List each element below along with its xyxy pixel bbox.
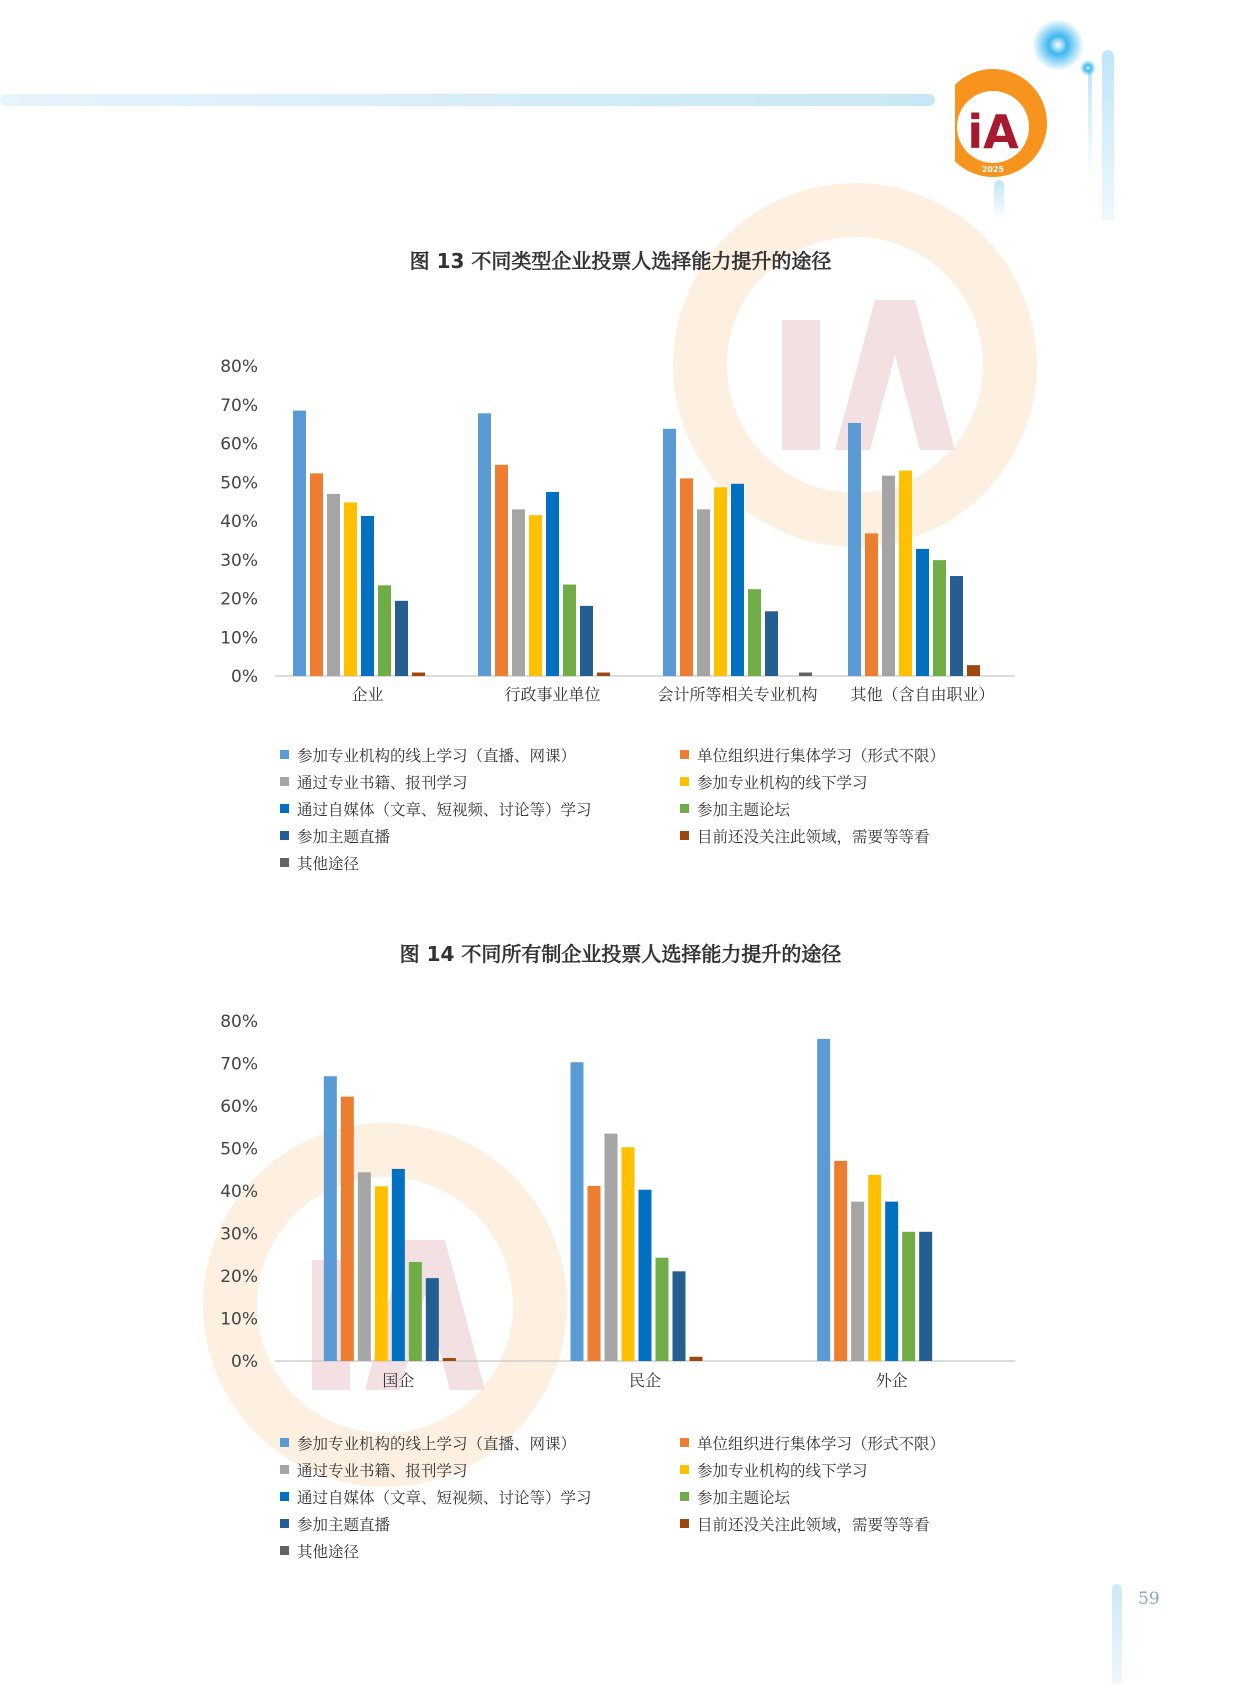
legend-label: 通过专业书籍、报刊学习 xyxy=(297,773,468,792)
legend-item xyxy=(680,1460,1040,1479)
bar xyxy=(673,1271,686,1361)
legend-item xyxy=(280,1514,680,1533)
chart-13-title: 图 13 不同类型企业投票人选择能力提升的途径 xyxy=(409,249,832,273)
y-tick-label: 60% xyxy=(220,434,258,455)
bar xyxy=(605,1134,618,1361)
bar xyxy=(426,1278,439,1361)
logo-top-text: TOP xyxy=(975,77,1011,95)
y-tick-label: 10% xyxy=(220,628,258,649)
legend-label: 其他途径 xyxy=(297,854,360,873)
legend-label: 通过自媒体（文章、短视频、讨论等）学习 xyxy=(297,1488,592,1507)
legend-label: 参加主题论坛 xyxy=(697,1488,791,1507)
legend-swatch xyxy=(680,1438,689,1447)
legend-label: 参加专业机构的线下学习 xyxy=(697,773,868,792)
bar xyxy=(375,1186,388,1361)
y-tick-label: 0% xyxy=(231,667,258,687)
legend-item xyxy=(280,1433,680,1452)
legend-swatch xyxy=(280,1519,289,1528)
legend-swatch xyxy=(280,1546,289,1555)
y-tick-label: 0% xyxy=(231,1352,258,1372)
y-tick-label: 80% xyxy=(220,1012,258,1032)
legend-item xyxy=(280,1487,680,1506)
y-tick-label: 40% xyxy=(220,512,258,532)
y-tick-label: 80% xyxy=(220,357,258,377)
y-tick-label: 40% xyxy=(220,1182,258,1202)
chart-14-legend xyxy=(280,1433,1040,1560)
legend-swatch xyxy=(280,1465,289,1474)
legend-label: 单位组织进行集体学习（形式不限） xyxy=(697,1434,946,1453)
legend-swatch xyxy=(280,1492,289,1501)
legend-item xyxy=(280,1460,680,1479)
x-category-label: 行政事业单位 xyxy=(504,685,601,704)
legend-label: 其他途径 xyxy=(297,1542,360,1561)
legend-item xyxy=(680,1433,1040,1452)
bar xyxy=(443,1358,456,1361)
y-tick-label: 20% xyxy=(220,1267,258,1287)
y-tick-label: 60% xyxy=(220,1097,258,1117)
x-category-label: 民企 xyxy=(628,1371,662,1390)
legend-label: 参加主题直播 xyxy=(297,827,391,846)
legend-swatch xyxy=(680,1465,689,1474)
bar xyxy=(324,1076,337,1361)
bar xyxy=(919,1232,932,1361)
bar xyxy=(834,1161,847,1361)
logo-main-text: iA xyxy=(967,105,1019,159)
legend-label: 参加主题直播 xyxy=(297,1515,391,1534)
bar xyxy=(409,1262,422,1361)
y-tick-label: 50% xyxy=(220,473,258,494)
legend-label: 目前还没关注此领域，需要等等看 xyxy=(697,827,930,846)
chart-14-title: 图 14 不同所有制企业投票人选择能力提升的途径 xyxy=(399,942,842,966)
legend-label: 参加主题论坛 xyxy=(697,800,791,819)
x-category-label: 国企 xyxy=(382,1371,415,1390)
bar xyxy=(341,1097,354,1361)
page-number-decor xyxy=(1112,1584,1122,1684)
bar xyxy=(622,1147,635,1361)
legend-swatch xyxy=(280,1438,289,1447)
legend-label: 参加专业机构的线下学习 xyxy=(697,1461,868,1480)
x-category-label: 其他（含自由职业） xyxy=(850,685,995,704)
y-tick-label: 30% xyxy=(220,550,258,571)
legend-swatch xyxy=(680,1492,689,1501)
bar xyxy=(571,1062,584,1361)
legend-label: 参加专业机构的线上学习（直播、网课） xyxy=(297,1434,577,1453)
legend-item xyxy=(680,1487,1040,1506)
bar xyxy=(885,1202,898,1361)
legend-item xyxy=(280,1541,680,1560)
bar xyxy=(868,1175,881,1361)
legend-label: 通过自媒体（文章、短视频、讨论等）学习 xyxy=(297,800,592,819)
y-tick-label: 20% xyxy=(220,589,258,610)
legend-label: 单位组织进行集体学习（形式不限） xyxy=(697,746,946,765)
legend-label: 目前还没关注此领域，需要等等看 xyxy=(697,1515,930,1534)
x-category-label: 企业 xyxy=(351,685,384,704)
legend-item xyxy=(680,1514,1040,1533)
x-category-label: 外企 xyxy=(875,1371,908,1390)
legend-label: 参加专业机构的线上学习（直播、网课） xyxy=(297,746,577,765)
bar xyxy=(588,1186,601,1361)
bar xyxy=(639,1190,652,1361)
bar xyxy=(902,1232,915,1361)
logo-year: 2025 xyxy=(981,165,1005,174)
y-tick-label: 70% xyxy=(220,1054,258,1075)
x-category-label: 会计所等相关专业机构 xyxy=(657,685,818,704)
bar xyxy=(690,1357,703,1361)
bar xyxy=(817,1039,830,1361)
y-tick-label: 50% xyxy=(220,1139,258,1160)
legend-swatch xyxy=(680,1519,689,1528)
y-tick-label: 70% xyxy=(220,395,258,416)
bar xyxy=(851,1202,864,1361)
y-tick-label: 10% xyxy=(220,1309,258,1330)
legend-label: 通过专业书籍、报刊学习 xyxy=(297,1461,468,1480)
bar xyxy=(392,1169,405,1361)
y-tick-label: 30% xyxy=(220,1224,258,1245)
page-number: 59 xyxy=(1138,1589,1160,1609)
bar xyxy=(358,1172,371,1361)
bar xyxy=(656,1258,669,1361)
